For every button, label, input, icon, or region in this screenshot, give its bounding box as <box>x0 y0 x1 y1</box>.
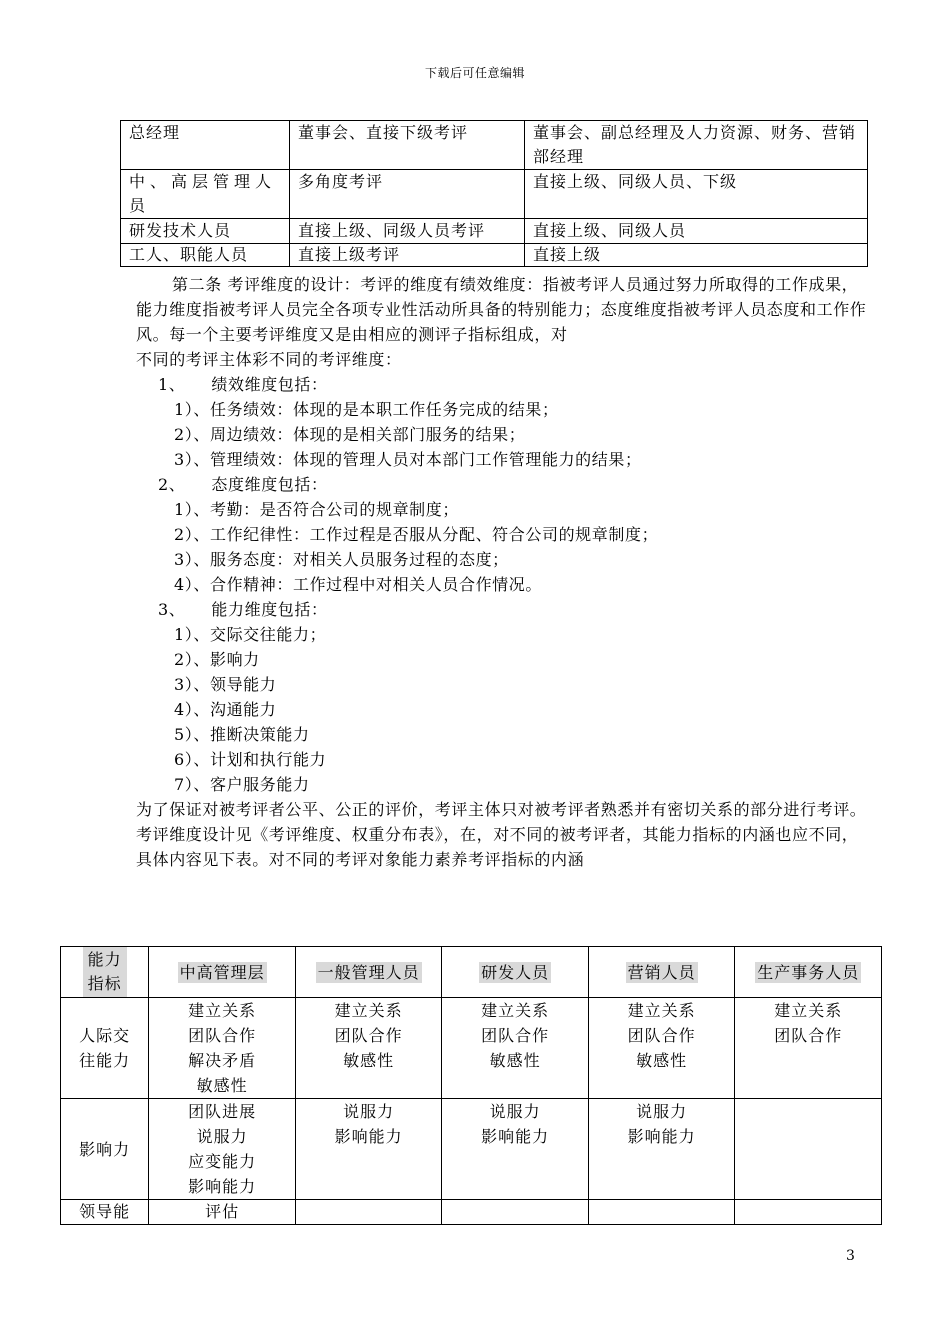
table-row <box>61 1099 882 1200</box>
list-item: 1）、考勤：是否符合公司的规章制度； <box>174 500 459 519</box>
row-header <box>61 998 149 1099</box>
column-header <box>735 947 882 998</box>
cell-line: 团队合作 <box>774 1026 843 1045</box>
row-header-label: 人际交往能力 <box>79 1026 131 1070</box>
list-item: 4）、合作精神：工作过程中对相关人员合作情况。 <box>174 575 542 594</box>
column-header-label: 研发人员 <box>481 962 550 982</box>
evaluator-table <box>120 120 868 267</box>
section-heading-performance <box>136 372 872 397</box>
cell-line: 说服力 <box>196 1127 248 1146</box>
section-title: 能力维度包括： <box>211 600 328 619</box>
list-item: 6）、计划和执行能力 <box>174 750 327 769</box>
cell-line: 解决矛盾 <box>188 1051 257 1070</box>
table-cell <box>149 1200 296 1225</box>
column-header <box>588 947 735 998</box>
page-header: 下载后可任意编辑 <box>424 66 525 80</box>
table-row <box>121 170 868 219</box>
cell-line: 说服力 <box>343 1102 395 1121</box>
column-header <box>295 947 442 998</box>
column-header-label: 生产事务人员 <box>757 962 860 982</box>
cell-line: 建立关系 <box>481 1001 550 1020</box>
section-heading-attitude <box>136 472 872 497</box>
table-cell: 直接上级、同级人员 <box>525 219 868 244</box>
table-cell: 直接上级、同级人员考评 <box>290 219 525 244</box>
paragraph-subject-dimensions: 不同的考评主体彩不同的考评维度： <box>136 350 402 369</box>
section-title: 绩效维度包括： <box>211 375 328 394</box>
list-item: 1）、交际交往能力； <box>174 625 327 644</box>
cell-line: 说服力 <box>489 1102 541 1121</box>
table-header-row <box>61 947 882 998</box>
cell-line: 敏感性 <box>636 1051 688 1070</box>
table-cell: 直接上级 <box>525 244 868 267</box>
section-number: 3、 <box>158 600 186 619</box>
list-item: 2）、影响力 <box>174 650 260 669</box>
table-cell: 直接上级、同级人员、下级 <box>525 170 868 219</box>
table-cell <box>442 1099 589 1200</box>
table-cell <box>295 1099 442 1200</box>
table-cell <box>442 1200 589 1225</box>
column-header <box>442 947 589 998</box>
table-cell <box>588 998 735 1099</box>
cell-line: 敏感性 <box>343 1051 395 1070</box>
cell-line: 影响能力 <box>481 1127 550 1146</box>
table-cell <box>735 1099 882 1200</box>
cell-line: 团队进展 <box>188 1102 257 1121</box>
cell-line: 建立关系 <box>627 1001 696 1020</box>
table-cell <box>588 1200 735 1225</box>
table-cell: 中、高层管理人员 <box>121 170 290 219</box>
ability-indicator-table <box>60 946 882 1225</box>
table-cell: 董事会、直接下级考评 <box>290 121 525 170</box>
cell-line: 敏感性 <box>489 1051 541 1070</box>
table-cell <box>149 1099 296 1200</box>
column-header-label: 营销人员 <box>627 962 696 982</box>
table-row <box>121 121 868 170</box>
list-item: 1）、任务绩效：体现的是本职工作任务完成的结果； <box>174 400 559 419</box>
table-row <box>121 244 868 267</box>
cell-line: 团队合作 <box>188 1026 257 1045</box>
cell-line: 影响能力 <box>627 1127 696 1146</box>
cell-line: 影响能力 <box>334 1127 403 1146</box>
cell-line: 说服力 <box>636 1102 688 1121</box>
cell-line: 团队合作 <box>627 1026 696 1045</box>
table-cell <box>735 998 882 1099</box>
table-row <box>61 998 882 1099</box>
cell-line: 建立关系 <box>774 1001 843 1020</box>
section-number: 2、 <box>158 475 186 494</box>
paragraph-fairness: 为了保证对被考评者公平、公正的评价，考评主体只对被考评者熟悉并有密切关系的部分进行考评。考评维度设计见《考评维度、权重分布表》，在，对不同的被考评者，其能力指标的内涵也应不同，具体内容见下表。对不同的考评对象能力素养考评指标的内涵 <box>136 800 867 869</box>
list-item: 7）、客户服务能力 <box>174 775 310 794</box>
list-item: 3）、领导能力 <box>174 675 277 694</box>
table-cell <box>295 1200 442 1225</box>
table-cell <box>149 998 296 1099</box>
cell-line: 建立关系 <box>188 1001 257 1020</box>
table-cell: 董事会、副总经理及人力资源、财务、营销部经理 <box>525 121 868 170</box>
cell-line: 建立关系 <box>334 1001 403 1020</box>
table-cell: 直接上级考评 <box>290 244 525 267</box>
section-number: 1、 <box>158 375 186 394</box>
column-header <box>61 947 149 998</box>
column-header-label: 中高管理层 <box>179 962 265 982</box>
row-header: 领导能 <box>61 1200 149 1225</box>
list-item: 2）、周边绩效：体现的是相关部门服务的结果； <box>174 425 526 444</box>
cell-line: 团队合作 <box>334 1026 403 1045</box>
list-item: 4）、沟通能力 <box>174 700 277 719</box>
cell-line: 应变能力 <box>188 1152 257 1171</box>
list-item: 3）、管理绩效：体现的管理人员对本部门工作管理能力的结果； <box>174 450 642 469</box>
section-heading-ability <box>136 597 872 622</box>
table-cell <box>442 998 589 1099</box>
paragraph-dimension-design: 第二条 考评维度的设计：考评的维度有绩效维度：指被考评人员通过努力所取得的工作成果，能力维度指被考评人员完全各项专业性活动所具备的特别能力；态度维度指被考评人员态度和工作作风。每一个主要考评维度又是由相应的测评子指标组成，对 <box>136 275 867 344</box>
column-header-label: 能力指标 <box>83 947 127 997</box>
table-cell <box>735 1200 882 1225</box>
cell-line: 敏感性 <box>196 1076 248 1095</box>
body-text <box>136 272 872 872</box>
table-cell <box>295 998 442 1099</box>
cell-line: 团队合作 <box>481 1026 550 1045</box>
table-cell <box>588 1099 735 1200</box>
cell-line: 评估 <box>205 1202 240 1221</box>
list-item: 2）、工作纪律性：工作过程是否服从分配、符合公司的规章制度； <box>174 525 659 544</box>
table-cell: 工人、职能人员 <box>121 244 290 267</box>
list-item: 3）、服务态度：对相关人员服务过程的态度； <box>174 550 509 569</box>
table-cell: 研发技术人员 <box>121 219 290 244</box>
section-title: 态度维度包括： <box>211 475 328 494</box>
column-header <box>149 947 296 998</box>
column-header-label: 一般管理人员 <box>317 962 420 982</box>
page-number: 3 <box>846 1248 855 1264</box>
table-row <box>61 1200 882 1225</box>
list-item: 5）、推断决策能力 <box>174 725 310 744</box>
row-header: 影响力 <box>61 1099 149 1200</box>
cell-line: 影响能力 <box>188 1177 257 1196</box>
table-cell: 多角度考评 <box>290 170 525 219</box>
table-row <box>121 219 868 244</box>
table-cell: 总经理 <box>121 121 290 170</box>
